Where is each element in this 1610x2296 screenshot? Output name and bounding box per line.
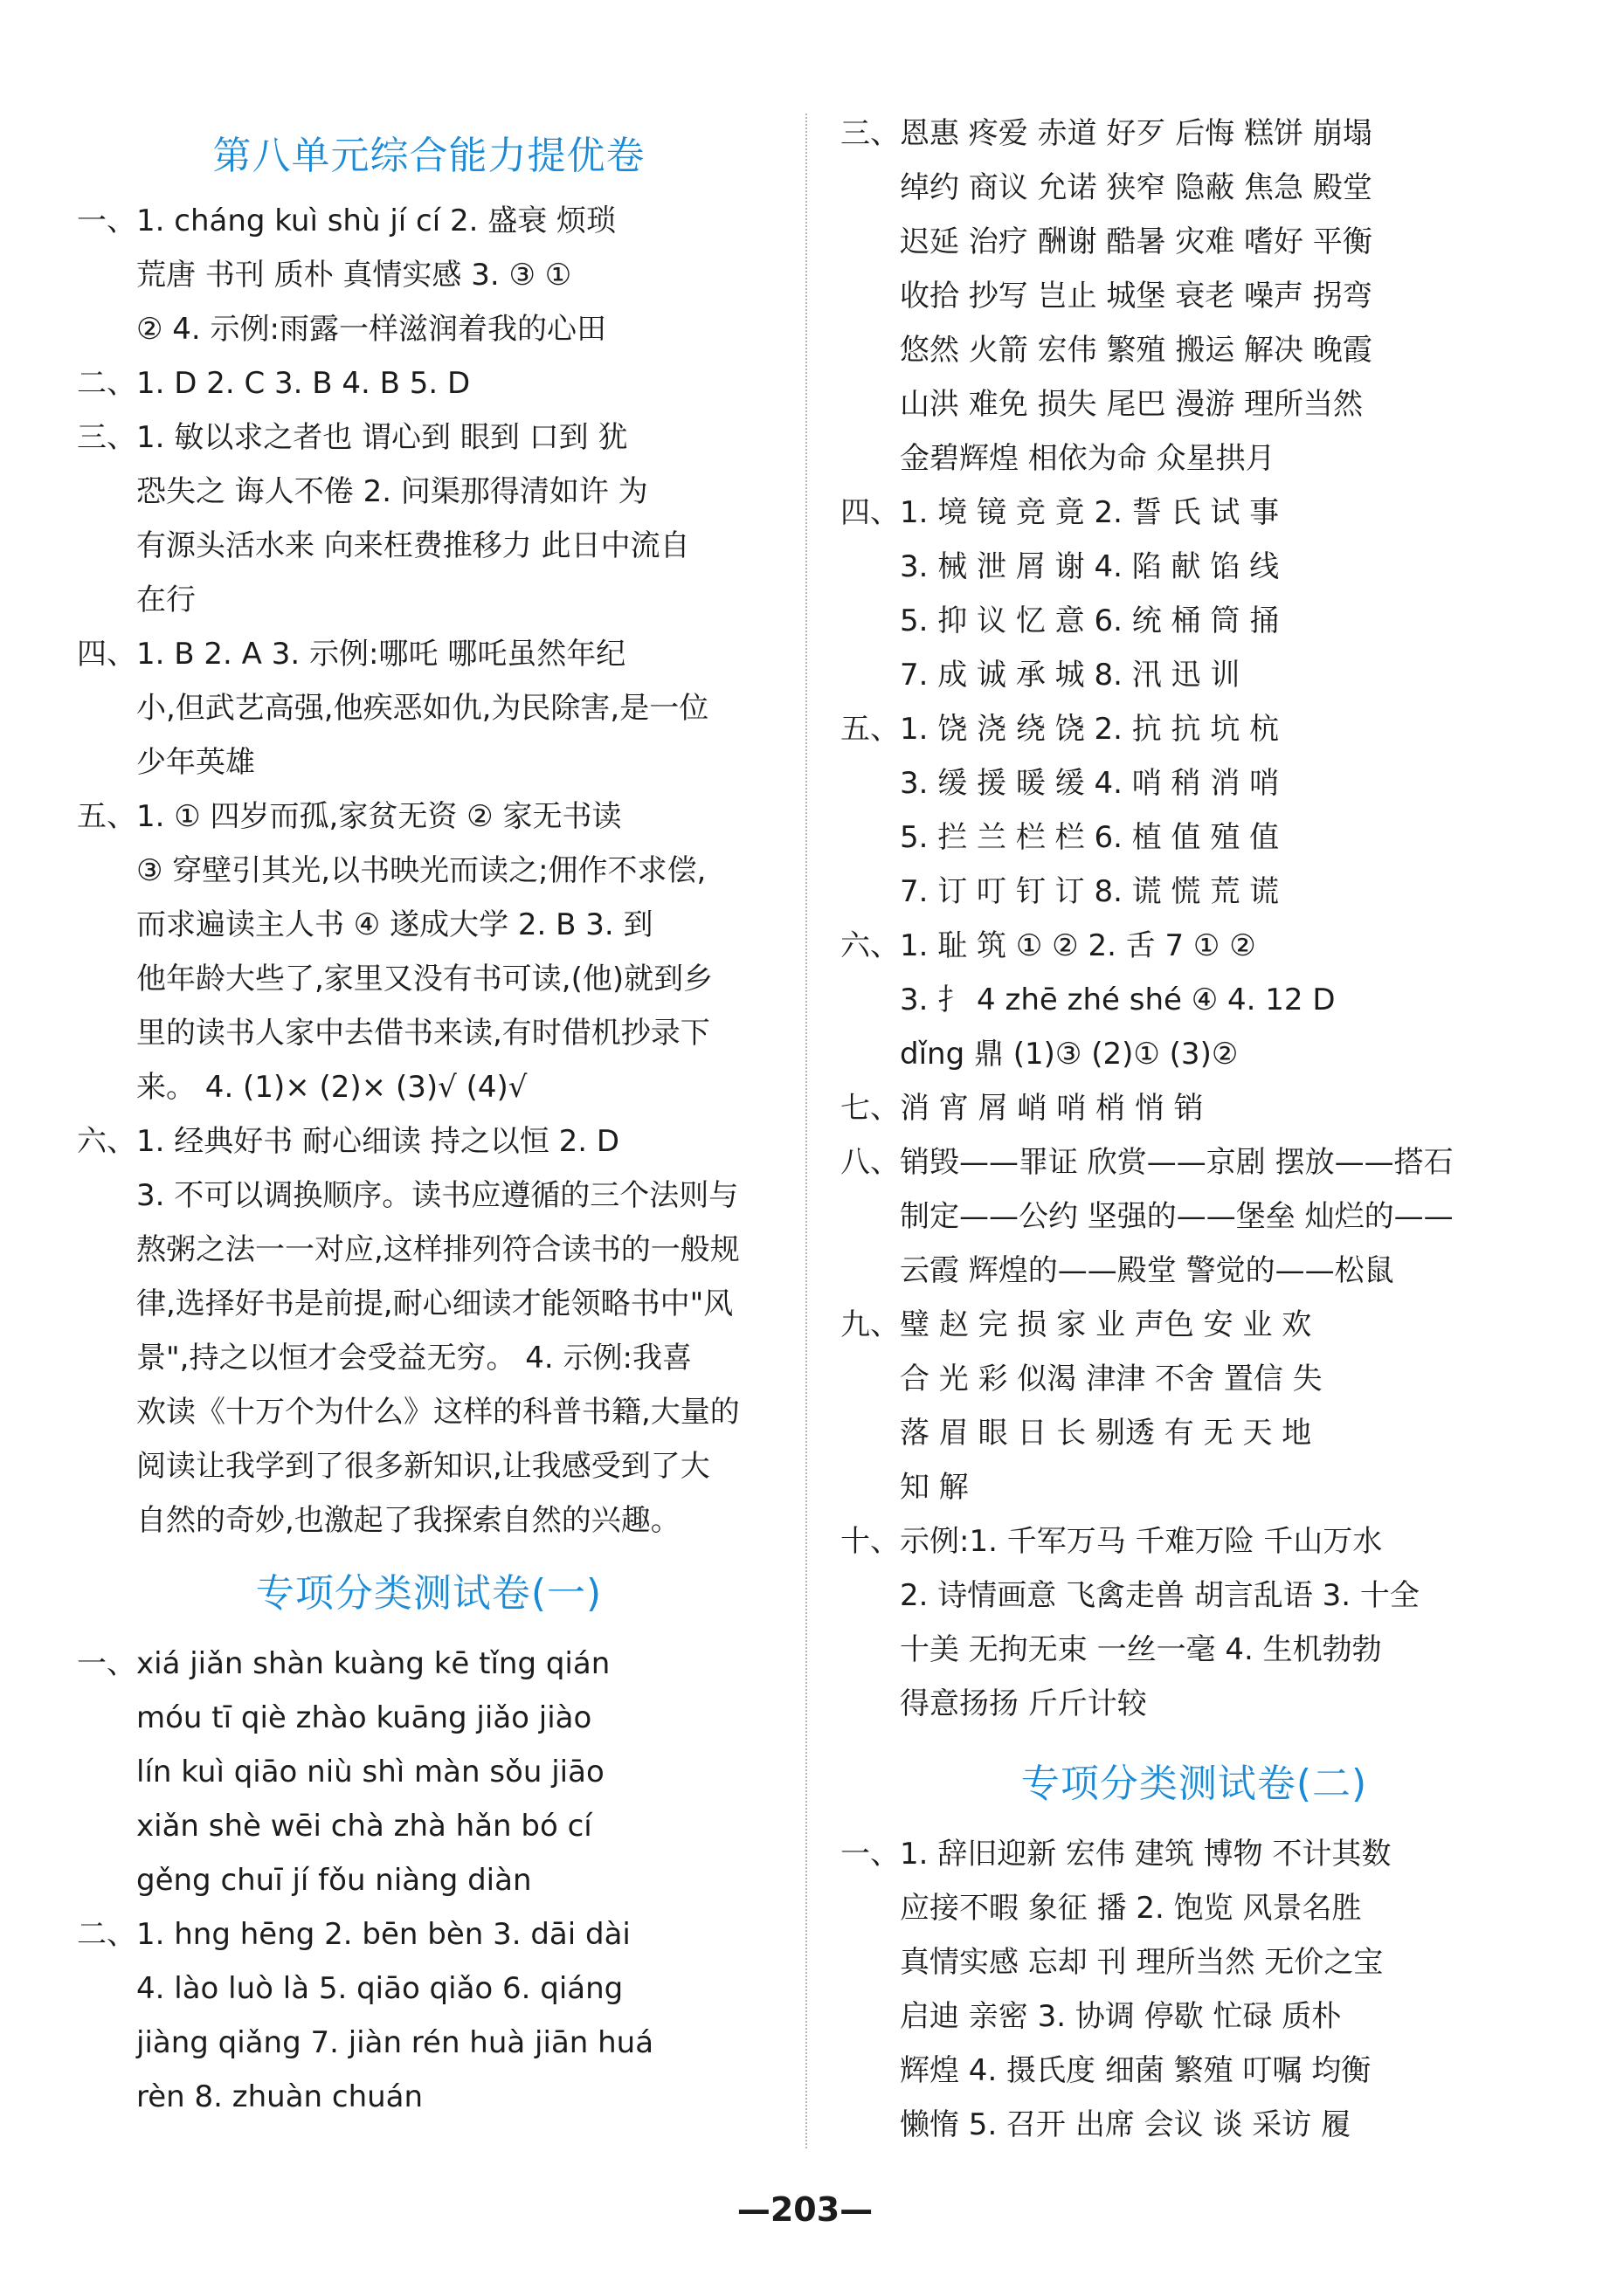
- answer-line: 里的读书人家中去借书来读,有时借机抄录下: [136, 1016, 710, 1051]
- answer-line: 5. 拦 兰 栏 栏 6. 植 值 殖 值: [900, 820, 1280, 855]
- answer-line: 云霞 辉煌的——殿堂 警觉的——松鼠: [900, 1253, 1394, 1288]
- answer-line: 懒惰 5. 召开 出席 会议 谈 采访 履: [900, 2107, 1351, 2142]
- answer-line: 荒唐 书刊 质朴 真情实感 3. ③ ①: [136, 258, 572, 293]
- answer-line: 3. 扌 4 zhē zhé shé ④ 4. 12 D: [900, 983, 1336, 1017]
- answer-line: 九、璧 赵 完 损 家 业 声色 安 业 欢: [840, 1307, 1312, 1342]
- answer-line: móu tī qiè zhào kuāng jiǎo jiào: [136, 1700, 592, 1735]
- answer-line: 2. 诗情画意 飞禽走兽 胡言乱语 3. 十全: [900, 1578, 1420, 1613]
- answer-line: 一、1. 辞旧迎新 宏伟 建筑 博物 不计其数: [840, 1837, 1392, 1872]
- answer-line: gěng chuī jí fǒu niàng diàn: [136, 1863, 532, 1898]
- answer-line: 3. 缓 援 暖 缓 4. 哨 稍 消 哨: [900, 766, 1280, 801]
- answer-line: 二、1. D 2. C 3. B 4. B 5. D: [77, 366, 471, 401]
- answer-line: 景",持之以恒才会受益无穷。 4. 示例:我喜: [136, 1341, 692, 1376]
- section-title-special-2: 专项分类测试卷(二): [1020, 1762, 1368, 1806]
- answer-line: 熬粥之法一一对应,这样排列符合读书的一般规: [136, 1232, 740, 1267]
- answer-line: 落 眉 眼 日 长 剔透 有 无 天 地: [900, 1416, 1312, 1451]
- column-divider: [805, 114, 807, 2148]
- answer-line: 金碧辉煌 相依为命 众星拱月: [900, 441, 1275, 476]
- answer-line: 三、恩惠 疼爱 赤道 好歹 后悔 糕饼 崩塌: [840, 116, 1372, 151]
- answer-line: jiàng qiǎng 7. jiàn rén huà jiān huá: [136, 2025, 654, 2060]
- answer-line: ③ 穿壁引其光,以书映光而读之;佣作不求偿,: [136, 853, 707, 888]
- answer-line: 十美 无拘无束 一丝一毫 4. 生机勃勃: [900, 1632, 1382, 1667]
- answer-line: 自然的奇妙,也激起了我探索自然的兴趣。: [136, 1503, 681, 1538]
- answer-line: lín kuì qiāo niù shì màn sǒu jiāo: [136, 1755, 605, 1789]
- answer-line: 4. lào luò là 5. qiāo qiǎo 6. qiáng: [136, 1971, 624, 2006]
- answer-line: 八、销毁——罪证 欣赏——京剧 摆放——搭石: [840, 1145, 1454, 1180]
- answer-line: 5. 抑 议 忆 意 6. 统 桶 筒 捅: [900, 603, 1280, 638]
- answer-line: 在行: [136, 583, 196, 617]
- section-title-unit8: 第八单元综合能力提优卷: [212, 134, 646, 178]
- left-column: [77, 103, 781, 2124]
- answer-line: 来。 4. (1)× (2)× (3)√ (4)√: [136, 1070, 528, 1105]
- answer-line: 启迪 亲密 3. 协调 停歇 忙碌 质朴: [900, 1999, 1342, 2034]
- answer-line: 三、1. 敏以求之者也 谓心到 眼到 口到 犹: [77, 420, 628, 455]
- answer-line: 迟延 治疗 酬谢 酷暑 灾难 嗜好 平衡: [900, 224, 1372, 259]
- answer-line: 绰约 商议 允诺 狭窄 隐蔽 焦急 殿堂: [900, 170, 1372, 205]
- answer-line: dǐng 鼎 (1)③ (2)① (3)②: [900, 1037, 1239, 1072]
- answer-line: 有源头活水来 向来枉费推移力 此日中流自: [136, 528, 690, 563]
- answer-line: 阅读让我学到了很多新知识,让我感受到了大: [136, 1449, 710, 1484]
- answer-line: 二、1. hng hēng 2. bēn bèn 3. dāi dài: [77, 1917, 631, 1952]
- answer-line: 悠然 火箭 宏伟 繁殖 搬运 解决 晚霞: [900, 333, 1372, 368]
- answer-line: 收拾 抄写 岂止 城堡 衰老 噪声 拐弯: [900, 279, 1372, 314]
- answer-line: 五、1. ① 四岁而孤,家贫无资 ② 家无书读: [77, 799, 622, 834]
- right-column: [840, 107, 1548, 2152]
- answer-line: 合 光 彩 似渴 津津 不舍 置信 失: [900, 1362, 1323, 1396]
- answer-line: 制定——公约 坚强的——堡垒 灿烂的——: [900, 1199, 1454, 1234]
- answer-line: 得意扬扬 斤斤计较: [900, 1686, 1147, 1721]
- answer-line: 律,选择好书是前提,耐心细读才能领略书中"风: [136, 1286, 734, 1321]
- answer-line: 真情实感 忘却 刊 理所当然 无价之宝: [900, 1945, 1384, 1980]
- answer-line: 7. 订 叮 钉 订 8. 谎 慌 荒 谎: [900, 874, 1280, 909]
- answer-line: 六、1. 耻 筑 ① ② 2. 舌 7 ① ②: [840, 928, 1256, 963]
- answer-line: 六、1. 经典好书 耐心细读 持之以恒 2. D: [77, 1124, 620, 1159]
- answer-line: xiǎn shè wēi chà zhà hǎn bó cí: [136, 1809, 592, 1844]
- answer-line: 他年龄大些了,家里又没有书可读,(他)就到乡: [136, 962, 714, 996]
- answer-line: 知 解: [900, 1470, 969, 1505]
- answer-line: 山洪 难免 损失 尾巴 漫游 理所当然: [900, 387, 1364, 422]
- answer-line: 少年英雄: [136, 745, 255, 780]
- page-number: —203—: [736, 2190, 874, 2229]
- answer-line: 四、1. 境 镜 竞 竟 2. 誓 氏 试 事: [840, 495, 1280, 530]
- answer-line: 恐失之 诲人不倦 2. 问渠那得清如许 为: [136, 474, 648, 509]
- answer-line: 欢读《十万个为什么》这样的科普书籍,大量的: [136, 1395, 740, 1430]
- answer-line: 应接不暇 象征 播 2. 饱览 风景名胜: [900, 1891, 1362, 1926]
- answer-line: 一、xiá jiǎn shàn kuàng kē tǐng qián: [77, 1646, 611, 1681]
- answer-line: 7. 成 诚 承 城 8. 汛 迅 训: [900, 658, 1240, 693]
- answer-line: 3. 械 泄 屑 谢 4. 陷 献 馅 线: [900, 549, 1280, 584]
- answer-line: 十、示例:1. 千军万马 千难万险 千山万水: [840, 1524, 1383, 1559]
- answer-line: 辉煌 4. 摄氏度 细菌 繁殖 叮嘱 均衡: [900, 2053, 1372, 2088]
- answer-line: 五、1. 饶 浇 绕 饶 2. 抗 抗 坑 杭: [840, 712, 1280, 747]
- answer-line: 七、消 宵 屑 峭 哨 梢 悄 销: [840, 1091, 1204, 1126]
- answer-line: rèn 8. zhuàn chuán: [136, 2079, 424, 2114]
- answer-line: 小,但武艺高强,他疾恶如仇,为民除害,是一位: [136, 691, 709, 726]
- section-title-special-1: 专项分类测试卷(一): [255, 1571, 603, 1616]
- answer-line: 3. 不可以调换顺序。读书应遵循的三个法则与: [136, 1178, 739, 1213]
- answer-line: 一、1. cháng kuì shù jí cí 2. 盛衰 烦琐: [77, 203, 617, 238]
- answer-line: 四、1. B 2. A 3. 示例:哪吒 哪吒虽然年纪: [77, 637, 626, 672]
- answer-line: ② 4. 示例:雨露一样滋润着我的心田: [136, 312, 606, 347]
- answer-line: 而求遍读主人书 ④ 遂成大学 2. B 3. 到: [136, 907, 653, 942]
